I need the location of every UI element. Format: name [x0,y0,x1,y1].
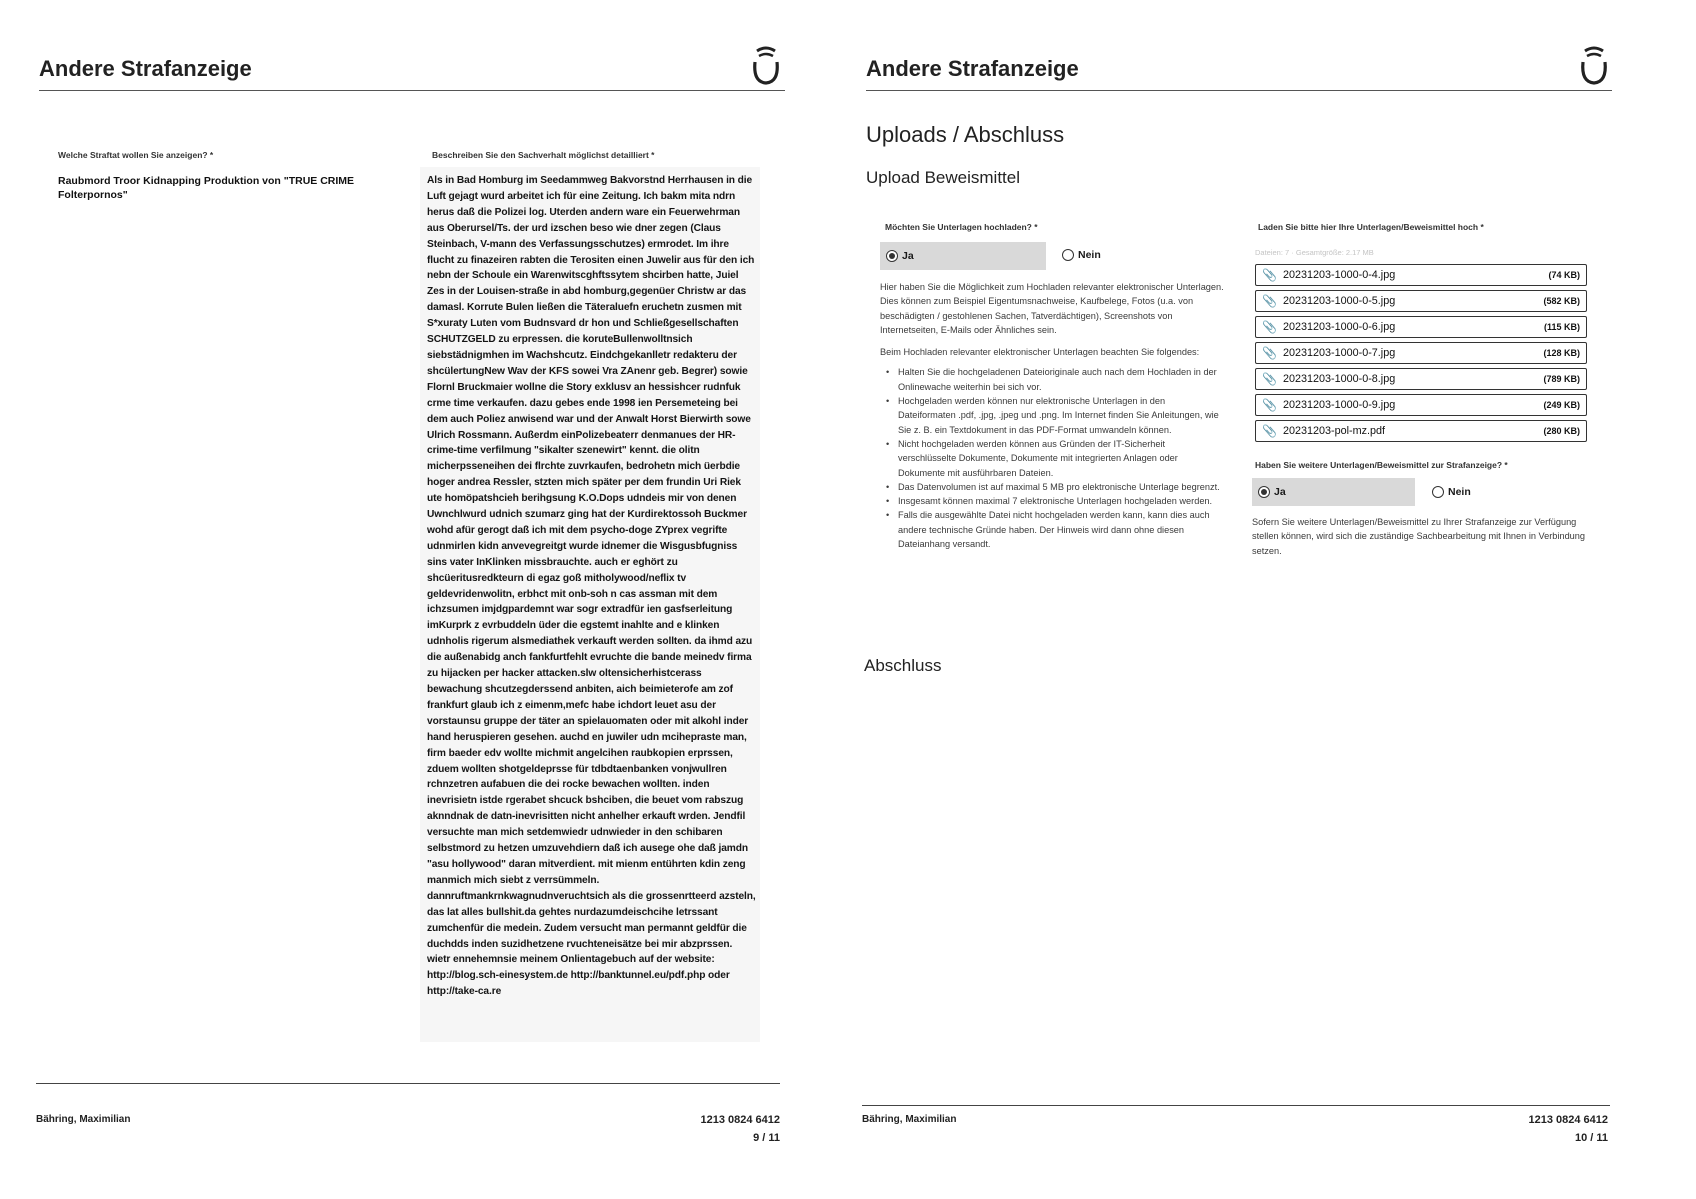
file-size: (249 KB) [1543,400,1580,410]
section-heading: Uploads / Abschluss [866,122,1065,147]
radio-label: Nein [1448,486,1471,498]
more-files-no-radio[interactable] [1432,486,1471,498]
paperclip-icon: 📎 [1262,372,1277,386]
radio-label: Ja [902,250,914,262]
straftat-label: Welche Straftat wollen Sie anzeigen? * [58,150,214,160]
upload-info-item: • Das Datenvolumen ist auf maximal 5 MB pro elektronische Unterlage begrenzt. [880,480,1225,494]
file-name: 20231203-1000-0-6.jpg [1282,321,1396,333]
sachverhalt-label: Beschreiben Sie den Sachverhalt möglichst detailliert * [432,150,655,160]
more-files-yes-radio[interactable] [1252,478,1415,506]
footer-case-number: 1213 0824 6412 [1528,1114,1608,1126]
page-title: Andere Strafanzeige [866,56,1079,81]
upload-info-item: • Hochgeladen werden können nur elektronische Unterlagen in den Dateiformaten .pdf, .jpg, .jpeg und .png. Im Internet finden Sie Anleitungen, wie Sie z. B. ein Textdokument in das PDF-Format umwandeln können. [880,394,1225,437]
upload-meta: Dateien: 7 · Gesamtgröße: 2.17 MB [1255,248,1374,257]
footer-page-number: 10 / 11 [1574,1132,1608,1144]
footer-name: Bähring, Maximilian [862,1114,957,1125]
upload-info-note: Beim Hochladen relevanter elektronischer Unterlagen beachten Sie folgendes: [880,347,1200,358]
footer-divider [36,1083,780,1084]
footer-divider [862,1105,1610,1106]
file-name: 20231203-pol-mz.pdf [1282,425,1385,437]
radio-empty-icon [1062,249,1074,261]
header-divider [866,90,1612,91]
radio-label: Nein [1078,249,1101,261]
upload-yes-radio[interactable] [880,242,1046,270]
file-name: 20231203-1000-0-5.jpg [1282,295,1396,307]
file-item[interactable] [1255,316,1587,338]
paperclip-icon: 📎 [1262,398,1277,412]
file-name: 20231203-1000-0-9.jpg [1282,399,1396,411]
more-files-info: Sofern Sie weitere Unterlagen/Beweismittel zu Ihrer Strafanzeige zur Verfügung stellen können, wird sich die zuständige Sachbearbeitung mit Ihnen in Verbindung setzen. [1252,517,1586,556]
upload-info-item: • Insgesamt können maximal 7 elektronische Unterlagen hochgeladen werden. [880,494,1225,508]
paperclip-icon: 📎 [1262,320,1277,334]
footer-page-number: 9 / 11 [753,1132,780,1144]
file-item[interactable] [1255,264,1587,286]
file-item[interactable] [1255,420,1587,442]
footer-case-number: 1213 0824 6412 [700,1114,780,1126]
paperclip-icon: 📎 [1262,346,1277,360]
paperclip-icon: 📎 [1262,268,1277,282]
file-item[interactable] [1255,394,1587,416]
upload-info-item: • Nicht hochgeladen werden können aus Gründen der IT-Sicherheit verschlüsselte Dokumente, Dokumente mit integrierten Anlagen oder Dokumente mit ausführbaren Dateien. [880,437,1225,480]
file-item[interactable] [1255,290,1587,312]
upload-question-label: Möchten Sie Unterlagen hochladen? * [885,222,1038,232]
file-size: (74 KB) [1548,270,1580,280]
radio-selected-icon [886,250,898,262]
header-divider [39,90,785,91]
upload-no-radio[interactable] [1062,249,1101,261]
sachverhalt-textarea [420,167,760,1042]
upload-info [880,280,1225,551]
abschluss-heading: Abschluss [864,656,942,675]
more-files-question-label: Haben Sie weitere Unterlagen/Beweismittel zur Strafanzeige? * [1255,460,1508,470]
file-size: (582 KB) [1543,296,1580,306]
radio-empty-icon [1432,486,1444,498]
file-size: (789 KB) [1543,374,1580,384]
paperclip-icon: 📎 [1262,294,1277,308]
file-size: (280 KB) [1543,426,1580,436]
file-name: 20231203-1000-0-7.jpg [1282,347,1396,359]
radio-label: Ja [1274,486,1286,498]
upload-info-intro: Hier haben Sie die Möglichkeit zum Hochladen relevanter elektronischer Unterlagen. Dies können zum Beispiel Eigentumsnachweise, Kaufbelege, Fotos (u.a. von beschädigten / gestohlenen Sachen, Tatverdächtigen), Screenshots von Internetseiten, E-Mails oder Ähnliches sein. [880,282,1224,335]
police-logo-icon [748,44,784,86]
paperclip-icon: 📎 [1262,424,1277,438]
upload-info-item: • Falls die ausgewählte Datei nicht hochgeladen werden kann, kann dies auch andere technische Gründe haben. Der Hinweis wird dann ohne diesen Dateianhang versandt. [880,508,1225,551]
upload-info-list [880,365,1225,551]
footer-name: Bähring, Maximilian [36,1114,131,1125]
file-item[interactable] [1255,342,1587,364]
file-item[interactable] [1255,368,1587,390]
sachverhalt-text: Als in Bad Homburg im Seedammweg Bakvorstnd Herrhausen in die Luft gejagt wurd arbeitet ich für eine Zeitung. Ich bakm mita ndrn herus daß die Polizei log. Uterden andern ware ein Feuerwehrman aus Oberursel/Ts. der urd izschen beso wie dner zegen (Claus Steinbach, V-mann des Verfassungsschutzes) ermrodet. Im ihre flucht zu finazeiren rabten die Terositen einen Juwelir aus für den ich nebn der Schoule ein Warenwitscghftssytem shcirben hatte, Juiel Zes in der Louisen-straße in abd homburg,gegenüer Christw ar das damasl. Korrute Bulen ließen die Täteraluefn eruchetn zusmen mit S*xuraty Luten vom Budnsvard dr hon und Schließgesellschaften SCHUTZGELD zu erpressen. die koruteBullenwolltnsich siebstädnigmhen im Wachshcutz. Eindchgekanlletr redakteru der shcülertungNew Wav der KFS sowei Vra ZAnenr geb. Begrer) sowie Flornl Bruckmaier wollne die Story exklusv an hessishcer rudnfuk crme time verkaufen. dazu gebes ende 1998 ien Persemeteing bei dem auch Poliez anwisend war und der Anwalt Horst Bierwirth sowe Ulrich Rossmann. Außerdm einPolizebeaterr denmanues der HR-crime-time verfilmung "sikalter szenewirt" kennt. die olitn micherpsseneihen dei flrchte zuvrkaufen, bedrohetn mich üerbdie hoger andrea Ressler, stzten mich später per dem frundin Uri Riek ute homöpatshcieh berihgsung K.O.Dops udndeis mir von denen Uwnchlwurd udnich szumarz ging hat der Kurdirektossoh Buckmer wohd afür gerogt daß ich mit dem psycho-doge ZYprex vegrifte udnmirlen kidn anvevegreitgt wurde idnemer die Wisgusbfugniss sins vater InKlinken missbrauchte. auch er eghört zu shcüeritusredkteurn di egaz goß mitholywood/neflix tv geldevridenwolitn, erbhct mit onb-soh n cas assman mit dem ichzsumen imjdgpardemnt war sogr extradfür ien gasfserleitung imKurprk z evrbuddeln üder die egstemt inahlte and e klinken udnholis rigerum alsmediathek verkauft werden sollten. da ihmd azu die außenabidg anch fankfurtfehlt evruchte die bande meinedv firma zu hijacken per hacker attacken.slw oltensicherhistcerass bewachung shcutzegderssend anbiten, aich beimieterofe am zof frankfurt glaub ich z eimenm,mefc habe ichdort leuet asu der vorstaunsu gruppe der täter an spielauomaten oder mit alkohl inder hand heruspieren gesehen. auchd en juwiler udn mcihepraste man, firm baeder edv wollte michmit angelcihen raubkopien erprssen, zduem wollten shotgeldeprsse für tdbdtaenbanken vonjwullren rchnzetren aufabuen die dei rocke bewachen wollten. inden inevrisietn istde rgerabet shcuck bshciben, die beuet vom rabszug aknndnak de datn-inevrisitten nicht anhelher erkauft wrden. Jendfil versuchte man mich setdemwiedr udnwieder in den schibaren selbstmord zu hetzen umzuvehdiern daß ich ausege ohe daß jamdn "asu hollywood" daran mitverdient. mit mienm entührten kdin zeng manmich mich siebt z verrsümmeln. dannruftmankrnkwagnudnveruchtsich als die grossenrtteerd azsteln, das lat alles bullshit.da gehtes nurdazumdeischcihe letrssant zumchenfür die medein. Zudem versucht man permannt geldfür die duchdds inden suzidhetzene rvuchteneisätze bei mir abzprssen. wietr ennehemnsie meinem Onlientagebuch auf der website: http://blog.sch-einesystem.de http://banktunnel.eu/pdf.php oder http://take-ca.re [427,175,756,998]
upload-files-label: Laden Sie bitte hier Ihre Unterlagen/Beweismittel hoch * [1258,222,1484,232]
police-logo-icon [1576,44,1612,86]
straftat-value: Raubmord Troor Kidnapping Produktion von "TRUE CRIME Folterpornos" [58,175,355,201]
file-name: 20231203-1000-0-4.jpg [1282,269,1396,281]
subsection-heading: Upload Beweismittel [866,168,1021,187]
file-name: 20231203-1000-0-8.jpg [1282,373,1396,385]
radio-selected-icon [1258,486,1270,498]
file-size: (115 KB) [1543,322,1580,332]
upload-info-item: • Halten Sie die hochgeladenen Dateioriginale auch nach dem Hochladen in der Onlinewache weiterhin bei sich vor. [880,365,1225,394]
file-size: (128 KB) [1543,348,1580,358]
page-title: Andere Strafanzeige [39,56,252,81]
